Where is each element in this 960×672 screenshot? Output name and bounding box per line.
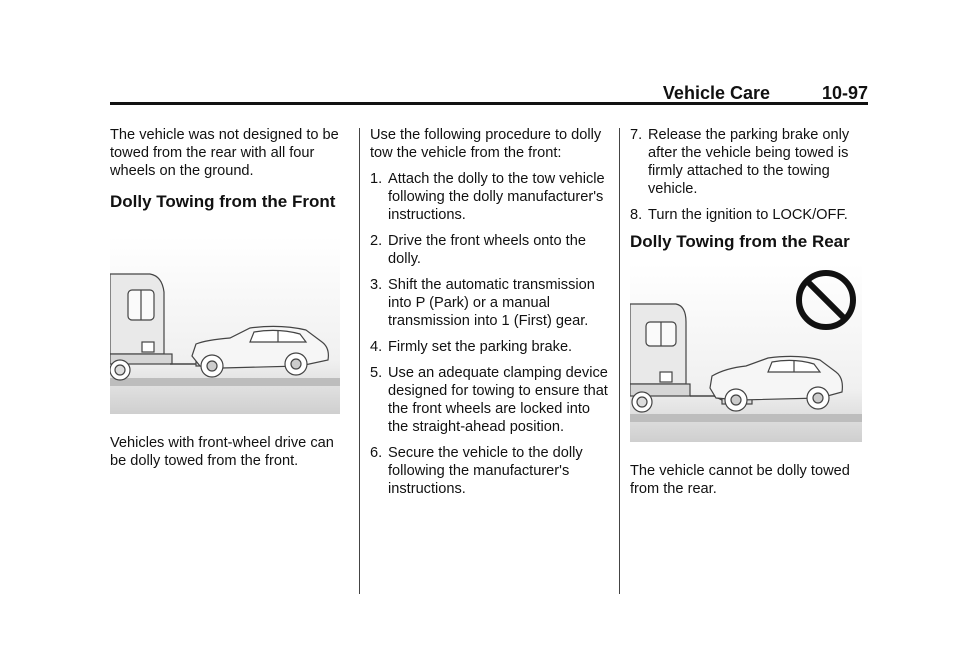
list-item [370, 364, 610, 436]
step-number: 5. [370, 365, 383, 381]
section-heading-front: Dolly Towing from the Front [110, 192, 336, 211]
column-divider [619, 128, 620, 594]
list-item [370, 170, 610, 224]
list-item [630, 206, 870, 224]
step-number: 4. [370, 339, 383, 355]
step-text: Attach the dolly to the tow vehicle following the dolly manufacturer's instructions. [388, 171, 605, 223]
procedure-steps [370, 170, 610, 498]
column-divider [359, 128, 360, 594]
step-text: Drive the front wheels onto the dolly. [388, 233, 586, 267]
column-3 [630, 126, 870, 498]
page-number: 10-97 [821, 83, 868, 103]
list-item [630, 126, 870, 198]
caption-front: Vehicles with front-wheel drive can be dolly towed from the front. [110, 435, 334, 469]
intro-paragraph: The vehicle was not designed to be towed from the rear with all four wheels on the ground. [110, 127, 339, 179]
step-number: 2. [370, 233, 383, 249]
step-text: Use an adequate clamping device designed for towing to ensure that the front wheels are locked into the straight-ahead position. [388, 365, 608, 435]
section-heading-rear: Dolly Towing from the Rear [630, 232, 850, 251]
column-1 [110, 126, 346, 470]
list-item [370, 232, 610, 268]
step-text: Release the parking brake only after the vehicle being towed is firmly attached to the towing vehicle. [648, 127, 850, 197]
step-text: Turn the ignition to LOCK/OFF. [648, 207, 848, 223]
tow-rear-prohibited-illustration-icon [630, 264, 862, 442]
step-number: 6. [370, 445, 383, 461]
list-item [370, 276, 610, 330]
step-text: Shift the automatic transmission into P (Park) or a manual transmission into 1 (First) gear. [388, 277, 595, 329]
list-item [370, 444, 610, 498]
step-number: 8. [630, 207, 643, 223]
step-number: 7. [630, 127, 643, 143]
step-number: 3. [370, 277, 383, 293]
caption-rear: The vehicle cannot be dolly towed from the rear. [630, 463, 850, 497]
tow-front-illustration-icon [110, 236, 340, 414]
step-text: Secure the vehicle to the dolly following the manufacturer's instructions. [388, 445, 583, 497]
procedure-intro: Use the following procedure to dolly tow the vehicle from the front: [370, 127, 602, 161]
section-title: Vehicle Care [662, 83, 770, 103]
procedure-steps-continued [630, 126, 870, 224]
step-number: 1. [370, 171, 383, 187]
column-2 [370, 126, 610, 506]
list-item [370, 338, 610, 356]
step-text: Firmly set the parking brake. [388, 339, 573, 355]
page-header [110, 84, 868, 105]
